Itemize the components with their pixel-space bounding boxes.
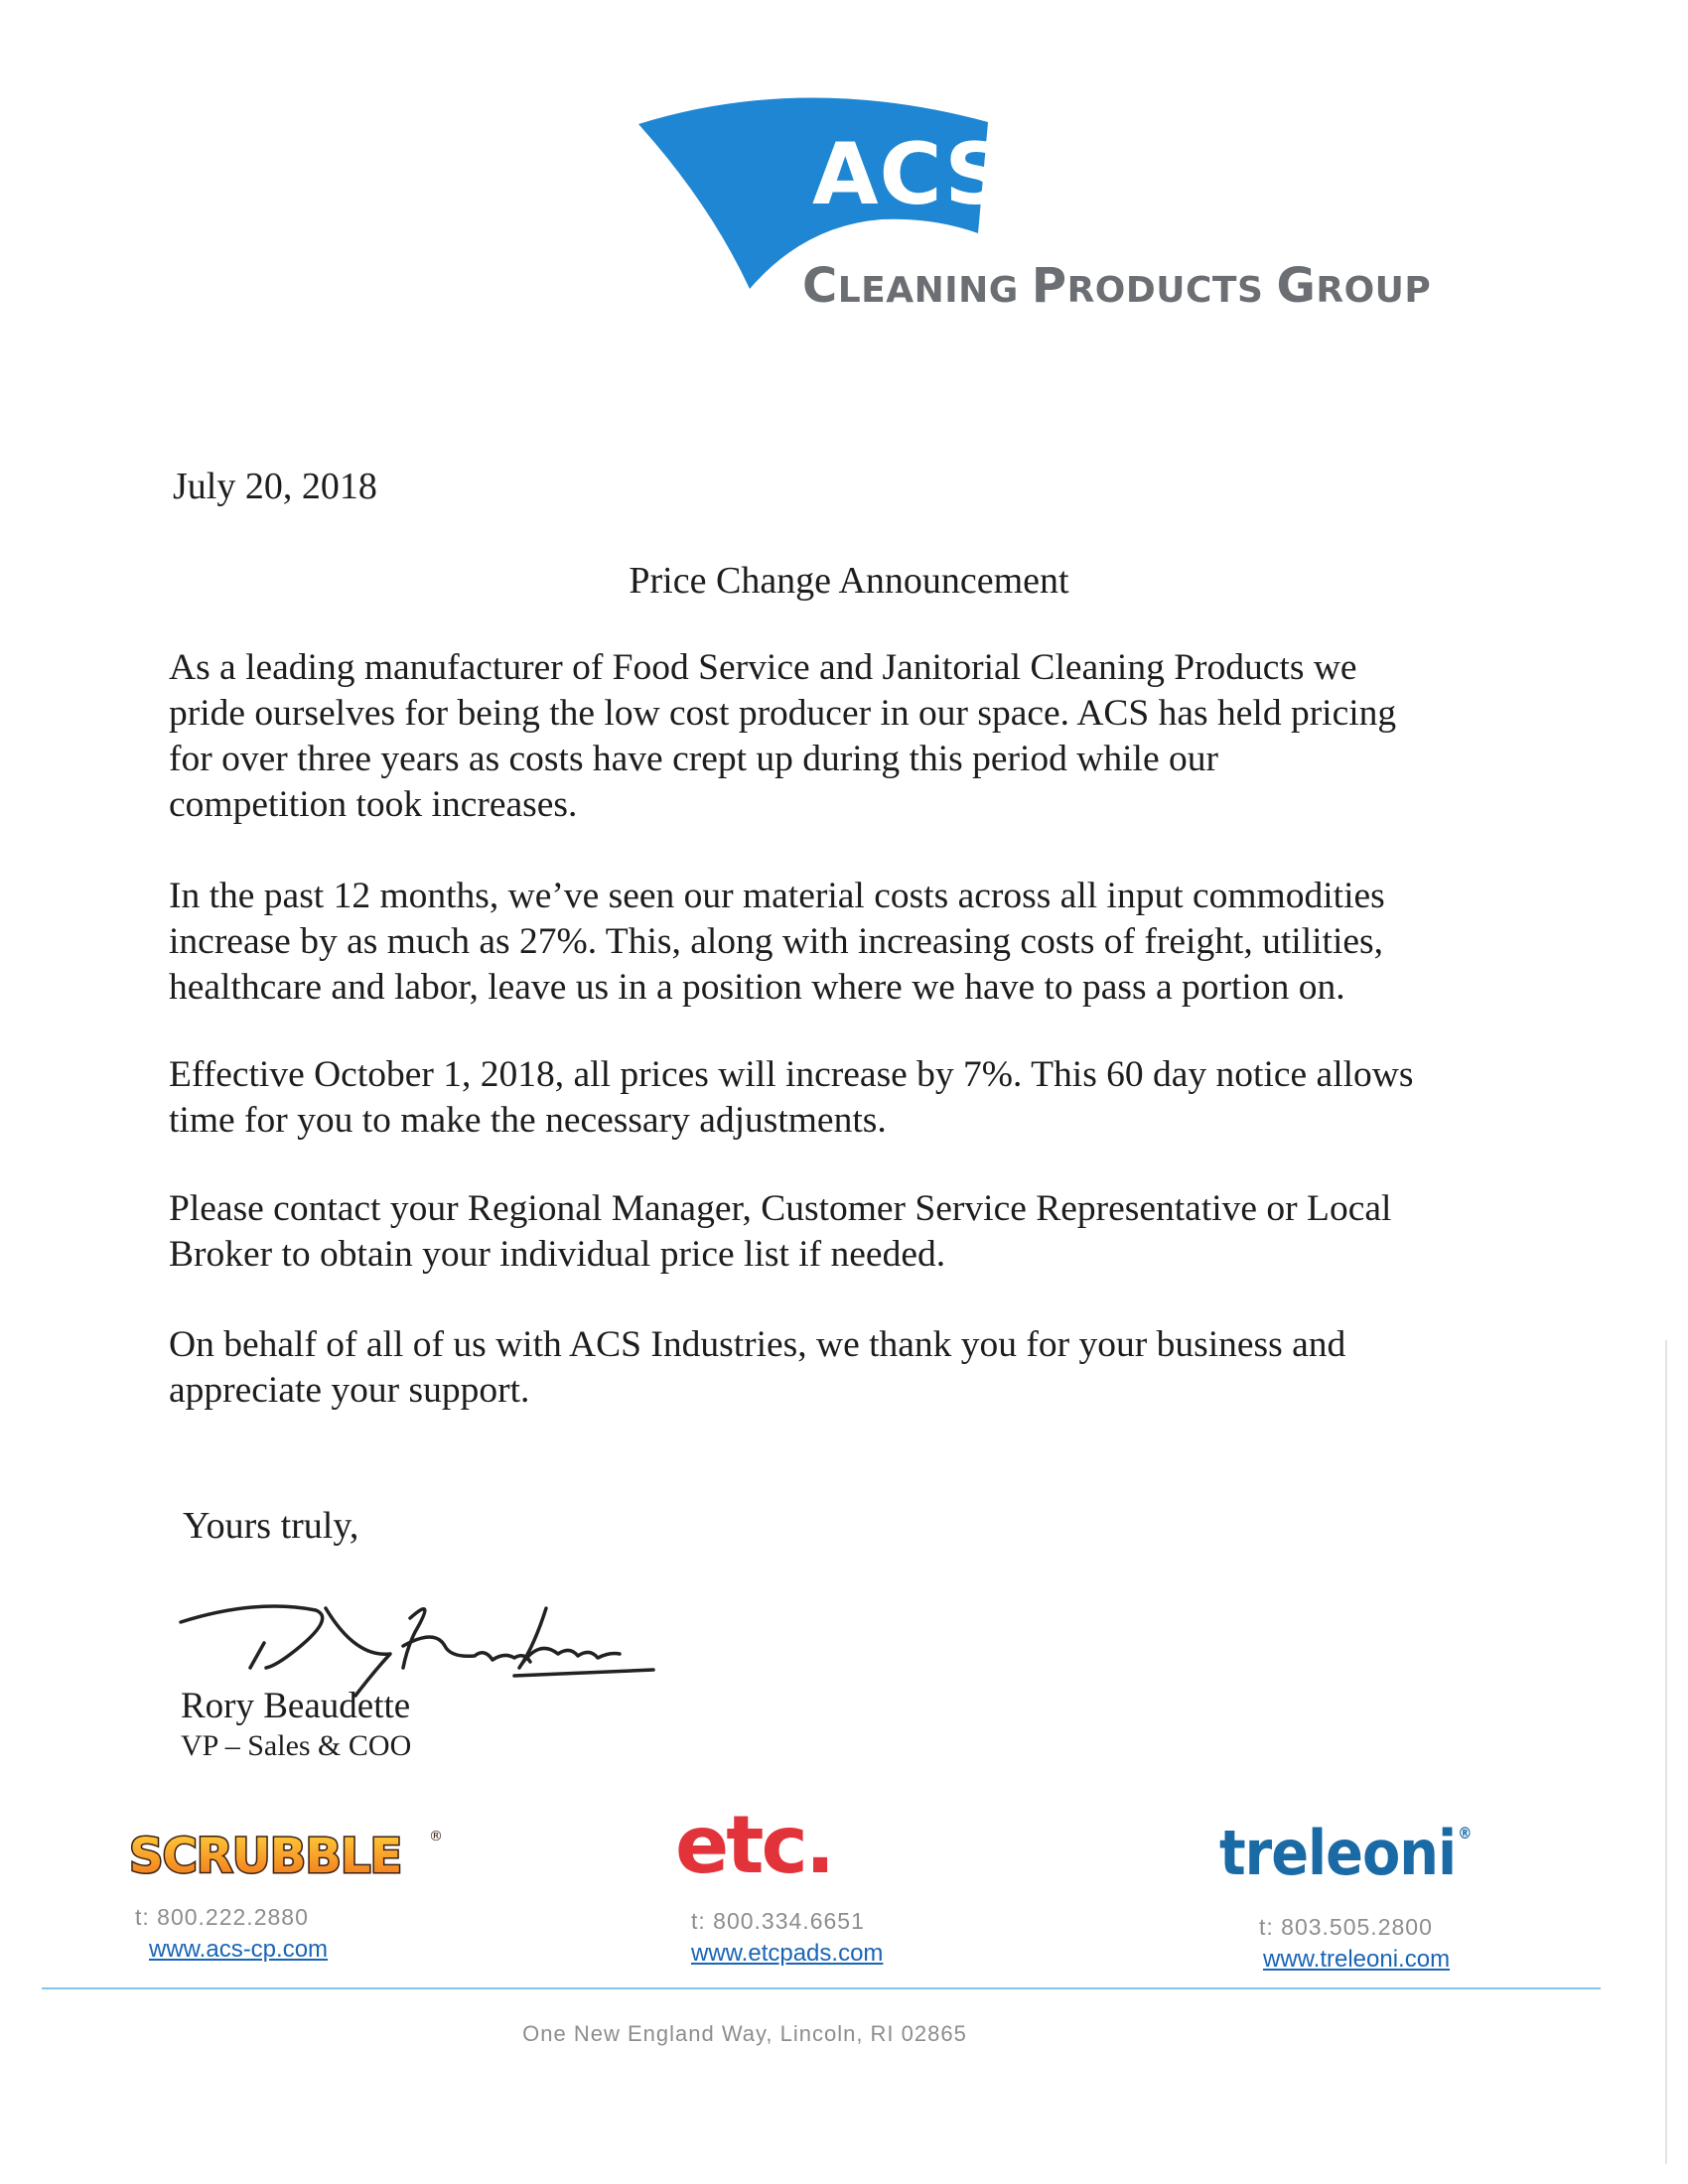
paragraph-5 [169, 1322, 1539, 1414]
paragraph-line: pride ourselves for being the low cost producer in our space. ACS has held pricing [169, 693, 1397, 734]
scrubble-phone: t: 800.222.2880 [135, 1904, 309, 1930]
letter-subject: Price Change Announcement [629, 560, 1069, 602]
paragraph-line: increase by as much as 27%. This, along with increasing costs of freight, utilities, [169, 921, 1383, 962]
footer-divider [42, 1987, 1601, 1989]
handwritten-signature [177, 1588, 673, 1698]
paragraph-1 [169, 645, 1539, 828]
footer-address: One New England Way, Lincoln, RI 02865 [522, 2021, 967, 2046]
paragraph-line: Broker to obtain your individual price list if needed. [169, 1234, 946, 1275]
treleoni-logo-text: treleoni [1219, 1817, 1457, 1889]
paragraph-line: for over three years as costs have crept up during this period while our [169, 739, 1218, 779]
paragraph-line: competition took increases. [169, 784, 578, 825]
treleoni-website-link[interactable]: www.treleoni.com [1263, 1946, 1451, 1973]
paragraph-line: On behalf of all of us with ACS Industries, we thank you for your business and [169, 1324, 1346, 1365]
svg-text:®: ® [429, 1829, 443, 1844]
etc-website-link[interactable]: www.etcpads.com [691, 1940, 884, 1967]
acs-logo-text: ACS [812, 125, 1008, 224]
acs-logo [635, 94, 1432, 333]
paragraph-2 [169, 874, 1539, 1011]
paragraph-line: In the past 12 months, we’ve seen our material costs across all input commodities [169, 876, 1385, 916]
letter-closing: Yours truly, [183, 1505, 359, 1547]
paragraph-line: Effective October 1, 2018, all prices will increase by 7%. This 60 day notice allows [169, 1054, 1414, 1095]
etc-phone: t: 800.334.6651 [691, 1908, 865, 1934]
etc-logo [675, 1805, 874, 1894]
scan-edge-line [1665, 1340, 1667, 2164]
paragraph-line: healthcare and labor, leave us in a position where we have to pass a portion on. [169, 967, 1345, 1008]
paragraph-3 [169, 1052, 1539, 1144]
paragraph-4 [169, 1186, 1539, 1278]
treleoni-phone: t: 803.505.2800 [1259, 1914, 1433, 1940]
paragraph-line: Please contact your Regional Manager, Customer Service Representative or Local [169, 1188, 1392, 1229]
letter-date: July 20, 2018 [173, 466, 377, 507]
etc-logo-text: etc. [675, 1805, 833, 1891]
signer-name: Rory Beaudette [181, 1686, 411, 1726]
logo-tagline: CLEANING PRODUCTS GROUP [802, 258, 1432, 314]
scrubble-logo [125, 1825, 453, 1884]
paragraph-line: time for you to make the necessary adjustments. [169, 1100, 887, 1141]
paragraph-line: appreciate your support. [169, 1370, 530, 1411]
treleoni-logo: treleoni ® [1219, 1817, 1472, 1889]
scrubble-website-link[interactable]: www.acs-cp.com [149, 1936, 329, 1963]
signer-title: VP – Sales & COO [181, 1729, 412, 1762]
paragraph-line: As a leading manufacturer of Food Service and Janitorial Cleaning Products we [169, 647, 1357, 688]
scrubble-logo-text: SCRUBBLE [129, 1829, 402, 1884]
